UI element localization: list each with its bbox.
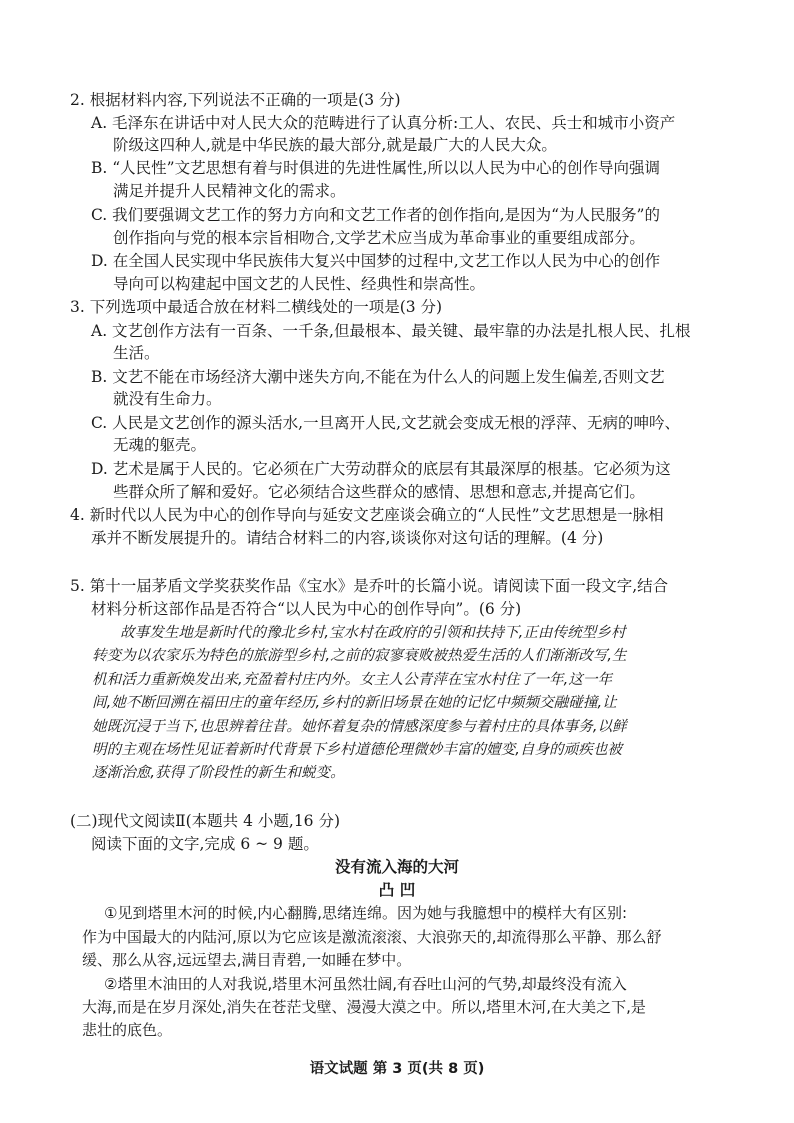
- section-heading: (二)现代文阅读Ⅱ(本题共 4 小题,16 分): [70, 812, 341, 830]
- q3-option-b-cont: 就没有生命力。: [113, 390, 222, 408]
- q2-option-a-cont: 阶级这四种人,就是中华民族的最大部分,就是最广大的人民大众。: [113, 136, 557, 154]
- q5-passage-line: 故事发生地是新时代的豫北乡村,宝水村在政府的引领和扶持下,正由传统型乡村: [120, 624, 626, 641]
- q4-line-1: 4. 新时代以人民为中心的创作导向与延安文艺座谈会确立的“人民性”文艺思想是一脉相: [70, 506, 664, 524]
- q5-passage-line: 明的主观在场性见证着新时代背景下乡村道德伦理微妙丰富的嬗变,自身的顽疾也被: [92, 741, 623, 758]
- essay-line: ②塔里木油田的人对我说,塔里木河虽然壮阔,有吞吐山河的气势,却最终没有流入: [104, 975, 627, 993]
- essay-line: 作为中国最大的内陆河,原以为它应该是激流滚滚、大浪弥天的,却流得那么平静、那么舒: [82, 928, 662, 946]
- q2-option-c: C. 我们要强调文艺工作的努力方向和文艺工作者的创作指向,是因为“为人民服务”的: [91, 206, 660, 224]
- q3-option-a: A. 文艺创作方法有一百条、一千条,但最根本、最关键、最牢靠的办法是扎根人民、扎根: [91, 322, 691, 340]
- q3-option-a-cont: 生活。: [113, 344, 160, 362]
- q3-option-c: C. 人民是文艺创作的源头活水,一旦离开人民,文艺就会变成无根的浮萍、无病的呻吟、: [91, 414, 681, 432]
- q5-passage-line: 转变为以农家乐为特色的旅游型乡村,之前的寂寥衰败被热爱生活的人们渐渐改写,生: [92, 647, 627, 664]
- q5-passage-line: 间,她不断回溯在福田庄的童年经历,乡村的新旧场景在她的记忆中频频交融碰撞,让: [92, 694, 617, 711]
- q5-passage-line: 逐渐治愈,获得了阶段性的新生和蜕变。: [92, 764, 345, 781]
- section-instruction: 阅读下面的文字,完成 6 ~ 9 题。: [91, 835, 319, 853]
- essay-author: 凸 凹: [378, 881, 416, 899]
- essay-line: 悲壮的底色。: [82, 1021, 173, 1039]
- q3-stem: 3. 下列选项中最适合放在材料二横线处的一项是(3 分): [70, 298, 443, 316]
- page-footer: 语文试题 第 3 页(共 8 页): [309, 1061, 485, 1077]
- q5-line-2: 材料分析这部作品是否符合“以人民为中心的创作导向”。(6 分): [91, 600, 522, 618]
- q2-option-d: D. 在全国人民实现中华民族伟大复兴中国梦的过程中,文艺工作以人民为中心的创作: [91, 252, 661, 270]
- q3-option-c-cont: 无魂的躯壳。: [113, 436, 207, 454]
- q3-option-d: D. 艺术是属于人民的。它必须在广大劳动群众的底层有其最深厚的根基。它必须为这: [91, 460, 671, 478]
- q2-option-c-cont: 创作指向与党的根本宗旨相吻合,文学艺术应当成为革命事业的重要组成部分。: [113, 229, 645, 247]
- q2-option-a: A. 毛泽东在讲话中对人民大众的范畴进行了认真分析:工人、农民、兵士和城市小资产: [91, 114, 676, 132]
- q2-option-b-cont: 满足并提升人民精神文化的需求。: [113, 182, 346, 200]
- q2-stem: 2. 根据材料内容,下列说法不正确的一项是(3 分): [70, 91, 401, 109]
- essay-line: ①见到塔里木河的时候,内心翻腾,思绪连绵。因为她与我臆想中的模样大有区别:: [104, 904, 628, 922]
- essay-title: 没有流入海的大河: [334, 858, 459, 876]
- q2-option-d-cont: 导向可以构建起中国文艺的人民性、经典性和崇高性。: [113, 275, 486, 293]
- essay-line: 缓、那么从容,远远望去,满目青碧,一如睡在梦中。: [82, 951, 412, 969]
- q5-passage-line: 她既沉浸于当下,也思辨着往昔。她怀着复杂的情感深度参与着村庄的具体事务,以鲜: [92, 718, 627, 735]
- essay-line: 大海,而是在岁月深处,消失在苍茫戈壁、漫漫大漠之中。所以,塔里木河,在大美之下,是: [82, 998, 646, 1016]
- q4-line-2: 承并不断发展提升的。请结合材料二的内容,谈谈你对这句话的理解。(4 分): [91, 529, 604, 547]
- q5-passage-line: 机和活力重新焕发出来,充盈着村庄内外。女主人公青萍在宝水村住了一年,这一年: [92, 671, 613, 688]
- q5-line-1: 5. 第十一届茅盾文学奖获奖作品《宝水》是乔叶的长篇小说。请阅读下面一段文字,结合: [70, 577, 669, 595]
- q2-option-b: B. “人民性”文艺思想有着与时俱进的先进性属性,所以以人民为中心的创作导向强调: [91, 159, 661, 177]
- q3-option-b: B. 文艺不能在市场经济大潮中迷失方向,不能在为什么人的问题上发生偏差,否则文艺: [91, 368, 665, 386]
- q3-option-d-cont: 些群众所了解和爱好。它必须结合这些群众的感情、思想和意志,并提高它们。: [113, 483, 645, 501]
